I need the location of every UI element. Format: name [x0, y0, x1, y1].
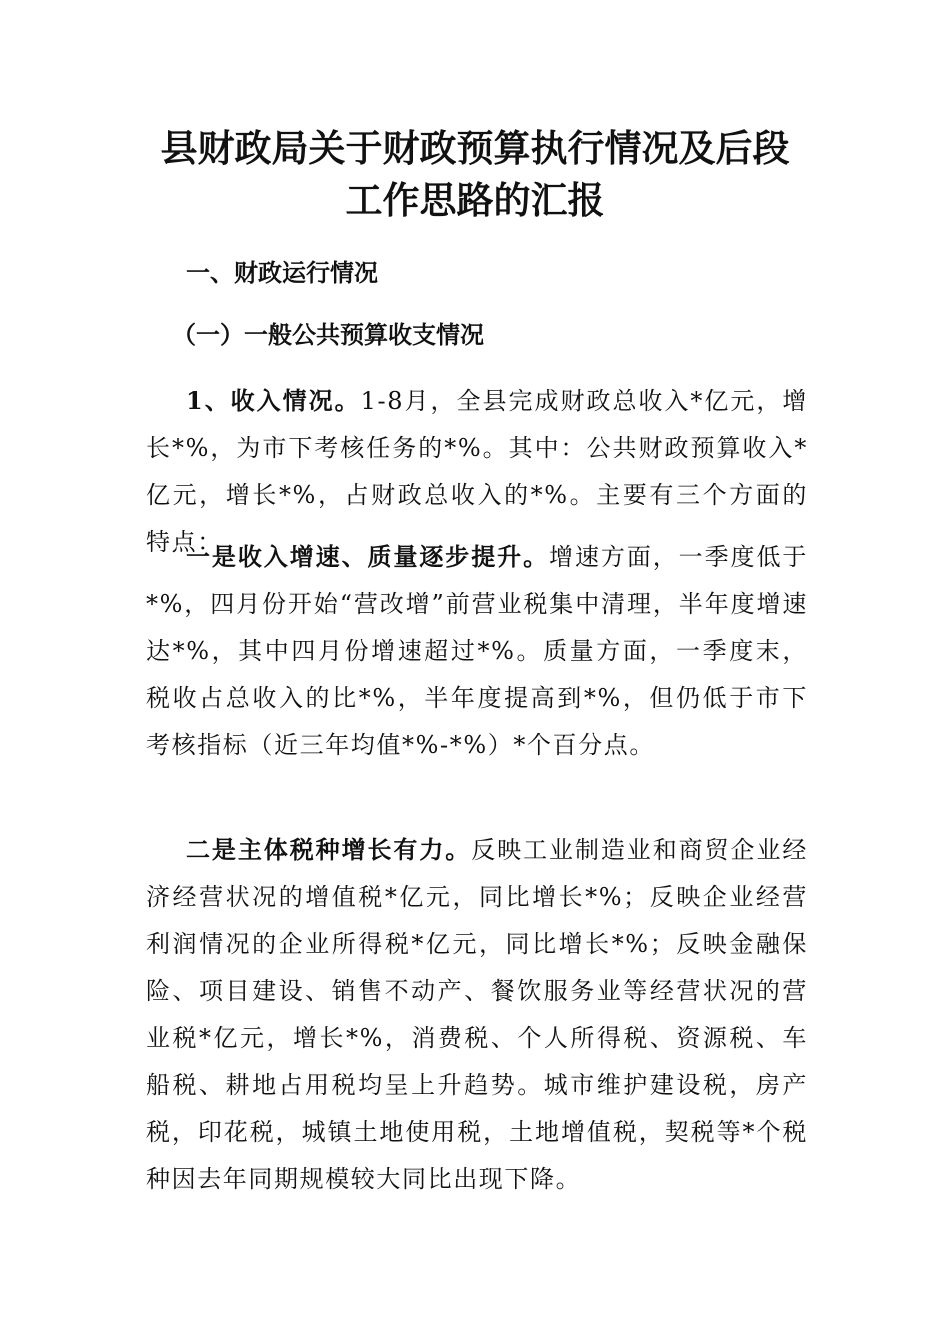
section-heading-1: 一、财政运行情况 — [186, 258, 378, 287]
paragraph-lead: 1、收入情况。 — [186, 386, 361, 415]
subsection-heading-1: （一）一般公共预算收支情况 — [172, 320, 484, 349]
paragraph-lead: 二是主体税种增长有力。 — [186, 835, 472, 864]
paragraph-text: 增速方面，一季度低于*%，四月份开始“营改增”前营业税集中清理，半年度增速达*%，其中四月份增速超过*%。质量方面，一季度末，税收占总收入的比*%，半年度提高到*%，但仍低于市下考核指标（近三年均值*%-*%）*个百分点。 — [146, 543, 809, 759]
document-title: 县财政局关于财政预算执行情况及后段工作思路的汇报 — [160, 126, 790, 222]
paragraph-text: 反映工业制造业和商贸企业经济经营状况的增值税*亿元，同比增长*%；反映企业经营利润情况的企业所得税*亿元，同比增长*%；反映金融保险、项目建设、销售不动产、餐饮服务业等经营状况的营业税*亿元，增长*%，消费税、个人所得税、资源税、车船税、耕地占用税均呈上升趋势。城市维护建设税，房产税，印花税，城镇土地使用税，土地增值税，契税等*个税种因去年同期规模较大同比出现下降。 — [146, 836, 808, 1193]
paragraph-lead: 一是收入增速、质量逐步提升。 — [186, 542, 550, 571]
paragraph-feature-2 — [146, 826, 808, 1203]
paragraph-feature-1 — [146, 533, 808, 769]
paragraph-text: 1-8月，全县完成财政总收入*亿元，增长*%，为市下考核任务的*%。其中：公共财政预算收入*亿元，增长*%，占财政总收入的*%。主要有三个方面的特点： — [146, 387, 808, 556]
